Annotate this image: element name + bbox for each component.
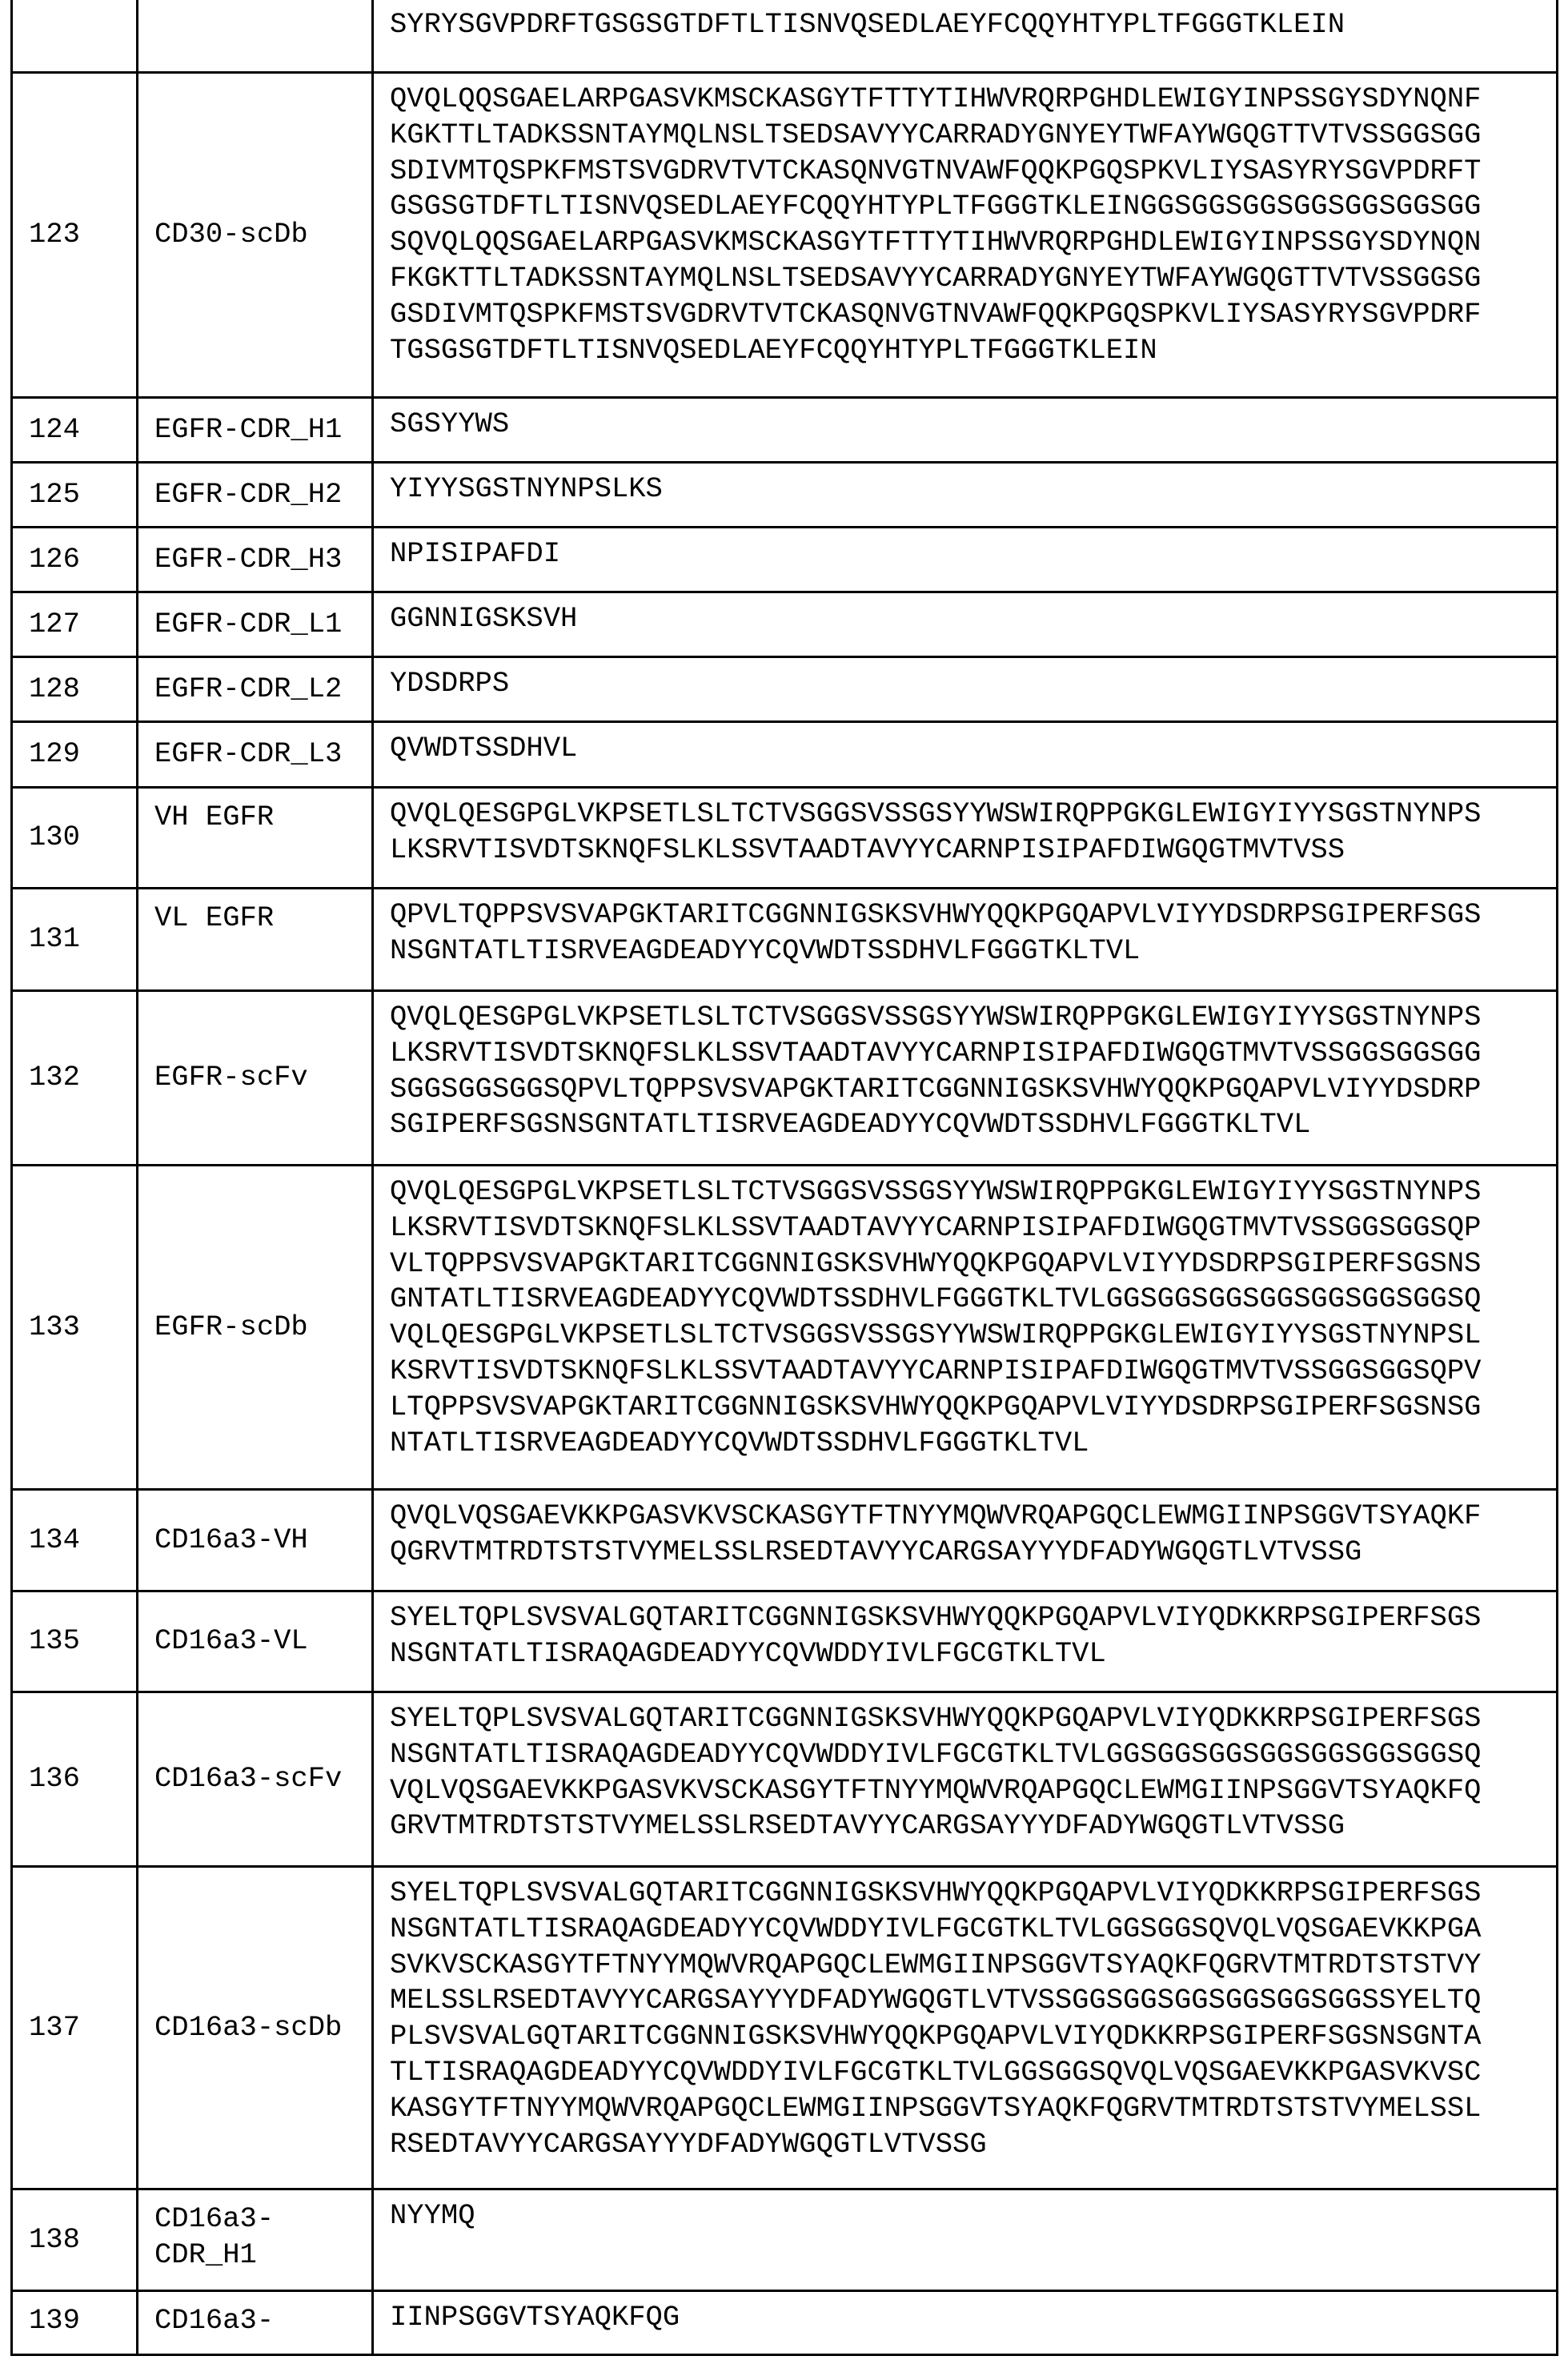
sequence-table bbox=[10, 0, 1558, 2356]
sequence-line: GGNNIGSKSVH bbox=[390, 601, 1556, 637]
seq-id-number: 129 bbox=[12, 722, 138, 788]
sequence-cell bbox=[373, 889, 1558, 991]
construct-name-cell bbox=[138, 788, 373, 889]
table-row bbox=[12, 0, 1558, 73]
table-row bbox=[12, 592, 1558, 657]
sequence-line: SYELTQPLSVSVALGQTARITCGGNNIGSKSVHWYQQKPGQAPVLVIYQDKKRPSGIPERFSGS bbox=[390, 1600, 1556, 1636]
sequence-line: NSGNTATLTISRAQAGDEADYYCQVWDDYIVLFGCGTKLTVL bbox=[390, 1636, 1556, 1672]
sequence-line: QVQLQQSGAELARPGASVKMSCKASGYTFTTYTIHWVRQRPGHDLEWIGYINPSSGYSDYNQNF bbox=[390, 82, 1556, 118]
sequence-line: QVQLQESGPGLVKPSETLSLTCTVSGGSVSSGSYYWSWIRQPPGKGLEWIGYIYYSGSTNYNPS bbox=[390, 1174, 1556, 1210]
sequence-line: QVQLVQSGAEVKKPGASVKVSCKASGYTFTNYYMQWVRQAPGQCLEWMGIINPSGGVTSYAQKF bbox=[390, 1499, 1556, 1535]
construct-name: CD30-scDb bbox=[154, 217, 371, 253]
sequence-line: SGSYYWS bbox=[390, 407, 1556, 443]
construct-name-cell bbox=[138, 398, 373, 463]
sequence-line: YIYYSGSTNYNPSLKS bbox=[390, 472, 1556, 508]
table-row bbox=[12, 1692, 1558, 1867]
construct-name: EGFR-CDR_H3 bbox=[154, 542, 371, 578]
construct-name: CD16a3- bbox=[154, 2201, 371, 2238]
sequence-cell bbox=[373, 1692, 1558, 1867]
seq-id-number: 135 bbox=[12, 1591, 138, 1692]
seq-id-number: 125 bbox=[12, 463, 138, 528]
sequence-line: LKSRVTISVDTSKNQFSLKLSSVTAADTAVYYCARNPISIPAFDIWGQGTMVTVSSGGSGGSGG bbox=[390, 1036, 1556, 1072]
sequence-line: VQLQESGPGLVKPSETLSLTCTVSGGSVSSGSYYWSWIRQPPGKGLEWIGYIYYSGSTNYNPSL bbox=[390, 1318, 1556, 1354]
table-row bbox=[12, 657, 1558, 722]
table-row bbox=[12, 1867, 1558, 2189]
sequence-line: YDSDRPS bbox=[390, 666, 1556, 702]
sequence-line: SYRYSGVPDRFTGSGSGTDFTLTISNVQSEDLAEYFCQQYHTYPLTFGGGTKLEIN bbox=[390, 7, 1556, 43]
construct-name: CD16a3-VH bbox=[154, 1523, 371, 1559]
table-row bbox=[12, 528, 1558, 592]
sequence-line: GSGSGTDFTLTISNVQSEDLAEYFCQQYHTYPLTFGGGTKLEINGGSGGSGGSGGSGGSGGSGG bbox=[390, 189, 1556, 225]
sequence-line: NPISIPAFDI bbox=[390, 536, 1556, 572]
sequence-line: TGSGSGTDFTLTISNVQSEDLAEYFCQQYHTYPLTFGGGTKLEIN bbox=[390, 333, 1556, 369]
construct-name: CD16a3- bbox=[154, 2303, 371, 2339]
seq-id-number: 123 bbox=[12, 73, 138, 398]
sequence-line: TLTISRAQAGDEADYYCQVWDDYIVLFGCGTKLTVLGGSGGSQVQLVQSGAEVKKPGASVKVSC bbox=[390, 2055, 1556, 2091]
construct-name-cell bbox=[138, 1166, 373, 1490]
sequence-line: SDIVMTQSPKFMSTSVGDRVTVTCKASQNVGTNVAWFQQKPGQSPKVLIYSASYRYSGVPDRFT bbox=[390, 154, 1556, 190]
sequence-line: LTQPPSVSVAPGKTARITCGGNNIGSKSVHWYQQKPGQAPVLVIYYDSDRPSGIPERFSGSNSG bbox=[390, 1390, 1556, 1426]
construct-name-cell bbox=[138, 657, 373, 722]
table-row bbox=[12, 1591, 1558, 1692]
table-row bbox=[12, 1490, 1558, 1591]
sequence-line: LKSRVTISVDTSKNQFSLKLSSVTAADTAVYYCARNPISIPAFDIWGQGTMVTVSS bbox=[390, 833, 1556, 869]
seq-id-number: 130 bbox=[12, 788, 138, 889]
sequence-line: QVQLQESGPGLVKPSETLSLTCTVSGGSVSSGSYYWSWIRQPPGKGLEWIGYIYYSGSTNYNPS bbox=[390, 797, 1556, 833]
table-row bbox=[12, 73, 1558, 398]
sequence-line: LKSRVTISVDTSKNQFSLKLSSVTAADTAVYYCARNPISIPAFDIWGQGTMVTVSSGGSGGSQP bbox=[390, 1210, 1556, 1246]
sequence-line: SYELTQPLSVSVALGQTARITCGGNNIGSKSVHWYQQKPGQAPVLVIYQDKKRPSGIPERFSGS bbox=[390, 1701, 1556, 1737]
construct-name-cell bbox=[138, 1490, 373, 1591]
sequence-cell bbox=[373, 657, 1558, 722]
construct-name-cell bbox=[138, 592, 373, 657]
table-row bbox=[12, 1166, 1558, 1490]
sequence-line: QPVLTQPPSVSVAPGKTARITCGGNNIGSKSVHWYQQKPGQAPVLVIYYDSDRPSGIPERFSGS bbox=[390, 897, 1556, 933]
sequence-cell bbox=[373, 0, 1558, 73]
table-row bbox=[12, 2189, 1558, 2291]
construct-name-cell bbox=[138, 2189, 373, 2291]
construct-name: VH EGFR bbox=[154, 800, 371, 836]
sequence-cell bbox=[373, 788, 1558, 889]
construct-name: EGFR-CDR_L2 bbox=[154, 672, 371, 708]
seq-id-number: 133 bbox=[12, 1166, 138, 1490]
sequence-line: NSGNTATLTISRAQAGDEADYYCQVWDDYIVLFGCGTKLTVLGGSGGSGGSGGSGGSGGSGGSQ bbox=[390, 1737, 1556, 1773]
sequence-line: RSEDTAVYYCARGSAYYYDFADYWGQGTLVTVSSG bbox=[390, 2127, 1556, 2163]
sequence-line: GRVTMTRDTSTSTVYMELSSLRSEDTAVYYCARGSAYYYDFADYWGQGTLVTVSSG bbox=[390, 1808, 1556, 1844]
table-row bbox=[12, 788, 1558, 889]
sequence-line: GNTATLTISRVEAGDEADYYCQVWDTSSDHVLFGGGTKLTVLGGSGGSGGSGGSGGSGGSGGSQ bbox=[390, 1282, 1556, 1318]
seq-id-number: 134 bbox=[12, 1490, 138, 1591]
sequence-cell bbox=[373, 1867, 1558, 2189]
sequence-line: NSGNTATLTISRAQAGDEADYYCQVWDDYIVLFGCGTKLTVLGGSGGSQVQLVQSGAEVKKPGA bbox=[390, 1912, 1556, 1948]
table-row bbox=[12, 2291, 1558, 2355]
sequence-cell bbox=[373, 1490, 1558, 1591]
construct-name-cell bbox=[138, 991, 373, 1166]
seq-id-number: 128 bbox=[12, 657, 138, 722]
construct-name-cell bbox=[138, 722, 373, 788]
construct-name-cell bbox=[138, 2291, 373, 2355]
sequence-line: KGKTTLTADKSSNTAYMQLNSLTSEDSAVYYCARRADYGNYEYTWFAYWGQGTTVTVSSGGSGG bbox=[390, 118, 1556, 154]
construct-name: EGFR-CDR_H1 bbox=[154, 412, 371, 448]
construct-name: CD16a3-VL bbox=[154, 1623, 371, 1660]
sequence-cell bbox=[373, 1166, 1558, 1490]
sequence-line: QVQLQESGPGLVKPSETLSLTCTVSGGSVSSGSYYWSWIRQPPGKGLEWIGYIYYSGSTNYNPS bbox=[390, 1000, 1556, 1036]
construct-name: CD16a3-scFv bbox=[154, 1761, 371, 1797]
construct-name-cell bbox=[138, 73, 373, 398]
sequence-line: KASGYTFTNYYMQWVRQAPGQCLEWMGIINPSGGVTSYAQKFQGRVTMTRDTSTSTVYMELSSL bbox=[390, 2091, 1556, 2127]
sequence-cell bbox=[373, 592, 1558, 657]
seq-id-number: 137 bbox=[12, 1867, 138, 2189]
sequence-line: VQLVQSGAEVKKPGASVKVSCKASGYTFTNYYMQWVRQAPGQCLEWMGIINPSGGVTSYAQKFQ bbox=[390, 1773, 1556, 1809]
sequence-line: NTATLTISRVEAGDEADYYCQVWDTSSDHVLFGGGTKLTVL bbox=[390, 1426, 1556, 1462]
sequence-line: SGGSGGSGGSQPVLTQPPSVSVAPGKTARITCGGNNIGSKSVHWYQQKPGQAPVLVIYYDSDRP bbox=[390, 1072, 1556, 1108]
seq-id-number: 131 bbox=[12, 889, 138, 991]
sequence-line: MELSSLRSEDTAVYYCARGSAYYYDFADYWGQGTLVTVSSGGSGGSGGSGGSGGSGGSSYELTQ bbox=[390, 1983, 1556, 2019]
sequence-cell bbox=[373, 528, 1558, 592]
construct-name: EGFR-CDR_L1 bbox=[154, 607, 371, 643]
sequence-line: SGIPERFSGSNSGNTATLTISRVEAGDEADYYCQVWDTSSDHVLFGGGTKLTVL bbox=[390, 1107, 1556, 1143]
construct-name-cell bbox=[138, 1867, 373, 2189]
sequence-cell bbox=[373, 398, 1558, 463]
seq-id-number: 139 bbox=[12, 2291, 138, 2355]
construct-name-cell bbox=[138, 528, 373, 592]
sequence-cell bbox=[373, 722, 1558, 788]
sequence-table-body bbox=[12, 0, 1558, 2355]
sequence-cell bbox=[373, 2189, 1558, 2291]
construct-name-cell bbox=[138, 463, 373, 528]
construct-name: EGFR-scFv bbox=[154, 1060, 371, 1096]
sequence-line: IINPSGGVTSYAQKFQG bbox=[390, 2300, 1556, 2336]
table-row bbox=[12, 889, 1558, 991]
sequence-line: NSGNTATLTISRVEAGDEADYYCQVWDTSSDHVLFGGGTKLTVL bbox=[390, 933, 1556, 969]
sequence-line: QVWDTSSDHVL bbox=[390, 731, 1556, 767]
sequence-cell bbox=[373, 73, 1558, 398]
seq-id-number: 138 bbox=[12, 2189, 138, 2291]
construct-name: CDR_H1 bbox=[154, 2238, 371, 2274]
sequence-cell bbox=[373, 2291, 1558, 2355]
seq-id-number: 132 bbox=[12, 991, 138, 1166]
construct-name: VL EGFR bbox=[154, 901, 371, 937]
construct-name: EGFR-CDR_L3 bbox=[154, 736, 371, 773]
construct-name: CD16a3-scDb bbox=[154, 2010, 371, 2046]
construct-name-cell bbox=[138, 0, 373, 73]
construct-name: EGFR-scDb bbox=[154, 1310, 371, 1346]
seq-id-number: 124 bbox=[12, 398, 138, 463]
seq-id-number: 136 bbox=[12, 1692, 138, 1867]
construct-name: EGFR-CDR_H2 bbox=[154, 477, 371, 513]
sequence-line: SVKVSCKASGYTFTNYYMQWVRQAPGQCLEWMGIINPSGGVTSYAQKFQGRVTMTRDTSTSTVY bbox=[390, 1948, 1556, 1984]
construct-name-cell bbox=[138, 1692, 373, 1867]
sequence-line: SQVQLQQSGAELARPGASVKMSCKASGYTFTTYTIHWVRQRPGHDLEWIGYINPSSGYSDYNQN bbox=[390, 225, 1556, 261]
seq-id-number: 127 bbox=[12, 592, 138, 657]
seq-id-number: 126 bbox=[12, 528, 138, 592]
construct-name-cell bbox=[138, 1591, 373, 1692]
seq-id-number bbox=[12, 0, 138, 73]
table-row bbox=[12, 722, 1558, 788]
sequence-line: VLTQPPSVSVAPGKTARITCGGNNIGSKSVHWYQQKPGQAPVLVIYYDSDRPSGIPERFSGSNS bbox=[390, 1246, 1556, 1282]
sequence-line: KSRVTISVDTSKNQFSLKLSSVTAADTAVYYCARNPISIPAFDIWGQGTMVTVSSGGSGGSQPV bbox=[390, 1354, 1556, 1390]
sequence-cell bbox=[373, 1591, 1558, 1692]
table-row bbox=[12, 463, 1558, 528]
sequence-line: SYELTQPLSVSVALGQTARITCGGNNIGSKSVHWYQQKPGQAPVLVIYQDKKRPSGIPERFSGS bbox=[390, 1876, 1556, 1912]
sequence-line: NYYMQ bbox=[390, 2198, 1556, 2234]
sequence-line: PLSVSVALGQTARITCGGNNIGSKSVHWYQQKPGQAPVLVIYQDKKRPSGIPERFSGSNSGNTA bbox=[390, 2019, 1556, 2055]
sequence-line: QGRVTMTRDTSTSTVYMELSSLRSEDTAVYYCARGSAYYYDFADYWGQGTLVTVSSG bbox=[390, 1535, 1556, 1571]
sequence-line: GSDIVMTQSPKFMSTSVGDRVTVTCKASQNVGTNVAWFQQKPGQSPKVLIYSASYRYSGVPDRF bbox=[390, 297, 1556, 333]
sequence-cell bbox=[373, 991, 1558, 1166]
sequence-line: FKGKTTLTADKSSNTAYMQLNSLTSEDSAVYYCARRADYGNYEYTWFAYWGQGTTVTVSSGGSG bbox=[390, 261, 1556, 297]
table-row bbox=[12, 991, 1558, 1166]
sequence-cell bbox=[373, 463, 1558, 528]
table-row bbox=[12, 398, 1558, 463]
construct-name-cell bbox=[138, 889, 373, 991]
